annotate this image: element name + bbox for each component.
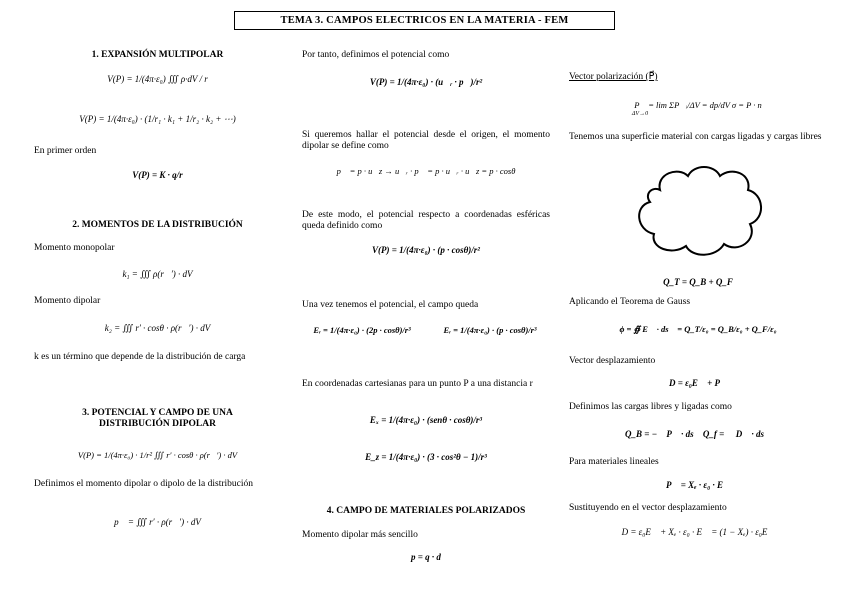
- equation-polarization: P⃗ = lim ΣP⃗ᵢ/ΔV = dp/dV σ = P · n: [634, 100, 762, 110]
- text-campo-queda: Una vez tenemos el potencial, el campo queda: [302, 300, 479, 310]
- cloud-surface-shape: [630, 160, 770, 260]
- equation-limit-subscript: ΔV→0: [631, 111, 649, 117]
- equation-ez: E_z = 1/(4π·ε₀) · (3 · cos²θ − 1)/r³: [365, 452, 487, 462]
- equation-potential-dot: V(P) = 1/(4π·ε₀) · (u⃗ᵣ · p⃗)/r²: [369, 77, 483, 87]
- equation-total-charge: Q_T = Q_B + Q_F: [663, 277, 733, 287]
- text-desplazamiento: Vector desplazamiento: [569, 356, 656, 366]
- text-define-dipolo: Definimos el momento dipolar o dipolo de la distribución: [34, 479, 253, 489]
- equation-linear-polarization: P⃗ = Xₑ · ε₀ · E⃗: [666, 480, 730, 490]
- text-por-tanto: Por tanto, definimos el potencial como: [302, 50, 450, 60]
- text-monopolar: Momento monopolar: [34, 243, 115, 253]
- equation-bound-free-charges: Q_B = −∯ P⃗ · ds⃗ Q_f = ∯ D⃗ · ds⃗: [625, 429, 771, 439]
- heading-potencial-campo: 3. POTENCIAL Y CAMPO DE UNA DISTRIBUCIÓN DIPOLAR: [82, 408, 233, 429]
- equation-potential-series: V(P) = 1/(4π·ε₀) · (1/r₁ · k₁ + 1/r₂ · k₂ + ⋯): [79, 114, 236, 124]
- equation-er-2: Eᵣ = 1/(4π·ε₀) · (p · cosθ)/r³: [443, 325, 537, 335]
- text-esfericas: De este modo, el potencial respecto a coordenadas esféricas queda definido como: [302, 210, 550, 231]
- text-sustituyendo: Sustituyendo en el vector desplazamiento: [569, 503, 727, 513]
- equation-dipole-moment: p⃗ = ∭ r′ · ρ(r⃗′) · dV: [114, 517, 201, 527]
- equation-potential-integral: V(P) = 1/(4π·ε₀) ∭ ρ·dV / r: [107, 74, 208, 84]
- text-vector-polarizacion: Vector polarización (P⃗): [569, 72, 658, 82]
- equation-ex: Eₓ = 1/(4π·ε₀) · (senθ · cosθ)/r³: [369, 415, 483, 425]
- text-dipolo-sencillo: Momento dipolar más sencillo: [302, 530, 418, 540]
- page-title: TEMA 3. CAMPOS ELECTRICOS EN LA MATERIA - FEM: [234, 11, 615, 30]
- equation-er-1: Eᵣ = 1/(4π·ε₀) · (2p · cosθ)/r³: [313, 325, 411, 335]
- text-cartesianas: En coordenadas cartesianas para un punto P a una distancia r: [302, 379, 533, 389]
- equation-displacement-linear: D = ε₀E⃗ + Xₑ · ε₀ · E⃗ = (1 − Xₑ) · ε₀E⃗: [621, 527, 775, 537]
- equation-spherical-potential: V(P) = 1/(4π·ε₀) · (p · cosθ)/r²: [372, 245, 480, 255]
- equation-gauss: ϕ = ∯ E⃗ · ds⃗ = Q_T/ε₀ = Q_B/ε₀ + Q_F/ε₀: [619, 324, 777, 334]
- equation-dipole-origin: p⃗ = p · u⃗z → u⃗ᵣ · p⃗ = p · u⃗ᵣ · u⃗z = p · cosθ: [336, 166, 516, 176]
- equation-monopolar: k₁ = ∭ ρ(r⃗′) · dV: [122, 269, 193, 279]
- text-cargas-libres-ligadas: Definimos las cargas libres y ligadas como: [569, 402, 732, 412]
- equation-displacement: D = ε₀E⃗ + P⃗: [668, 378, 728, 388]
- text-k-term: k es un término que depende de la distribución de carga: [34, 352, 246, 362]
- heading-expansion-multipolar: 1. EXPANSIÓN MULTIPOLAR: [91, 50, 224, 60]
- text-dipolar: Momento dipolar: [34, 296, 101, 306]
- heading-momentos: 2. MOMENTOS DE LA DISTRIBUCIÓN: [72, 220, 243, 230]
- text-superficie: Tenemos una superficie material con cargas ligadas y cargas libres: [569, 132, 822, 142]
- equation-first-order: V(P) = K · q/r: [132, 170, 183, 180]
- text-origen: Si queremos hallar el potencial desde el origen, el momento dipolar se define como: [302, 130, 550, 151]
- heading-materiales-polarizados: 4. CAMPO DE MATERIALES POLARIZADOS: [326, 506, 526, 516]
- text-materiales-lineales: Para materiales lineales: [569, 457, 659, 467]
- equation-dipolar: k₂ = ∭ r′ · cosθ · ρ(r⃗′) · dV: [104, 323, 211, 333]
- equation-p-qd: p = q · d: [411, 552, 441, 562]
- equation-dipole-potential: V(P) = 1/(4π·ε₀) · 1/r² ∭ r′ · cosθ · ρ(r⃗′) · dV: [77, 450, 238, 460]
- text-gauss: Aplicando el Teorema de Gauss: [569, 297, 691, 307]
- text-primer-orden: En primer orden: [34, 146, 97, 156]
